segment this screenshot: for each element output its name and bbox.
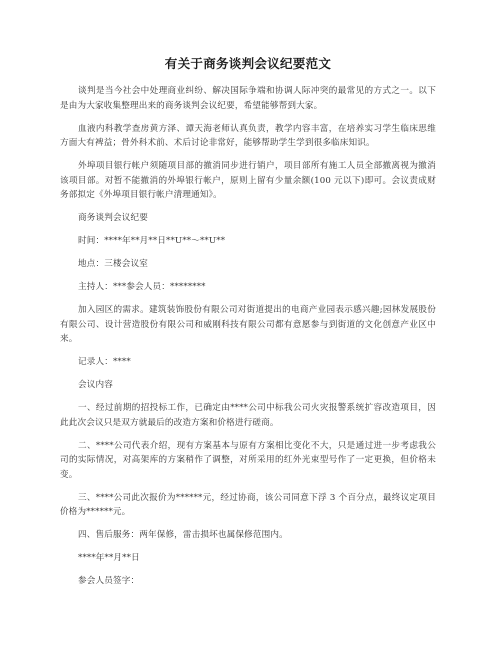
closing-date: ****年**月**日 bbox=[78, 553, 140, 563]
content-item-1: 一、经过前期的招投标工作，已确定由****公司中标我公司火灾报警系统扩容改造项目，因此此次会议只是双方就最后的改造方案和价格进行磋商。 bbox=[60, 403, 436, 428]
content-item-2: 二、****公司代表介绍，现有方案基本与原有方案相比变化不大，只是通过进一步考虑我公司的实际情况，对高架库的方案稍作了调整，对所采用的红外光束型号作了一定更换，但价格未变。 bbox=[60, 440, 436, 480]
minutes-heading: 商务谈判会议纪要 bbox=[78, 213, 148, 223]
attendee-signature: 参会人员签字： bbox=[78, 576, 140, 586]
meeting-content-heading: 会议内容 bbox=[78, 380, 113, 390]
document-title: 有关于商务谈判会议纪要范文 bbox=[164, 56, 332, 71]
meeting-location: 地点：三楼会议室 bbox=[78, 259, 148, 269]
bank-account-paragraph: 外埠项目银行帐户须随项目部的撤消同步进行销户，项目部所有施工人员全部撤离视为撤消该项目部。对暂不能撤消的外埠银行帐户，原则上留有少量余额(100 元以下)即可。会议责成财务部拟定《外埠项目银行帐户清理通知》。 bbox=[60, 161, 436, 200]
content-item-4: 四、售后服务：两年保修，雷击损坏也属保修范围内。 bbox=[78, 530, 288, 540]
content-item-3: 三、****公司此次报价为******元，经过协商，该公司同意下浮 3 个百分点，最终议定项目价格为******元。 bbox=[60, 492, 436, 517]
teaching-paragraph: 血液内科教学查房黄方泽、谭天海老师认真负责，教学内容丰富，在培养实习学生临床思维方面大有裨益；骨外科术前、术后讨论非常好，能够帮助学生学到很多临床知识。 bbox=[60, 123, 436, 148]
recorder: 记录人：**** bbox=[78, 357, 131, 367]
park-demand-paragraph: 加入园区的需求。建筑装饰股份有限公司对街道提出的电商产业园表示感兴趣;园林发展股份有限公司、设计营造股份有限公司和威刚科技有限公司都有意愿参与到街道的文化创意产业区中来。 bbox=[60, 305, 436, 344]
host-attendees: 主持人：***参会人员：******** bbox=[78, 282, 206, 292]
intro-paragraph: 谈判是当今社会中处理商业纠纷、解决国际争端和协调人际冲突的最常见的方式之一。以下是由为大家收集整理出来的商务谈判会议纪要，希望能够帮到大家。 bbox=[60, 86, 436, 111]
meeting-time: 时间：****年**月**日**U**～**U** bbox=[78, 236, 226, 246]
